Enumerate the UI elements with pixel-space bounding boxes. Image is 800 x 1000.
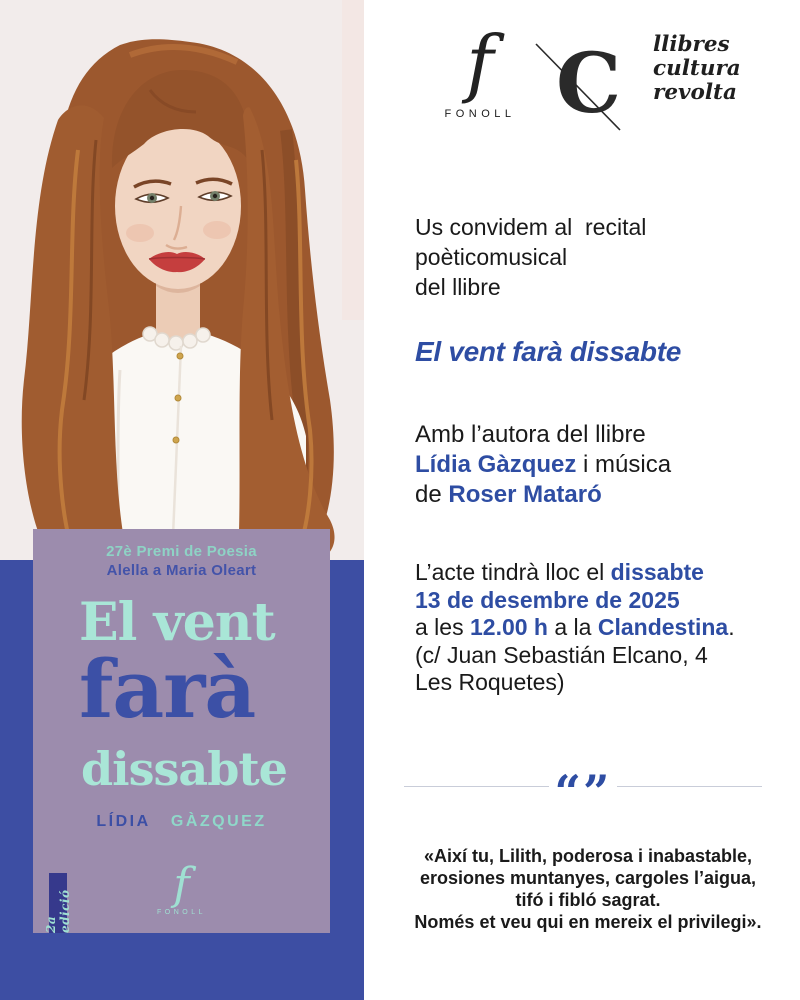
cover-author-last: GÀZQUEZ [170, 813, 267, 830]
llibres-cultura-revolta-wordmark: llibres cultura revolta [653, 32, 741, 105]
author-photo [0, 0, 364, 560]
pull-quote: «Així tu, Lilith, poderosa i inabastable, erosiones muntanyes, cargoles l’aigua, tifó i fibló sagrat. Només et veu qui en mereix el privilegi». [414, 846, 762, 932]
cover-publisher-f-icon: f [173, 859, 190, 910]
cover-award-line2: Alella a Maria Oleart [106, 562, 257, 579]
cover-author-name [33, 813, 330, 831]
divider-line-right [617, 786, 762, 787]
svg-text:C: C [556, 36, 622, 132]
cover-award-text [33, 542, 330, 580]
event-info: L’acte tindrà lloc el dissabte 13 de desembre de 2025 a les 12.00 h a la Clandestina. (c/ Juan Sebastián Elcano, 4 Les Roquetes) [415, 559, 735, 695]
clandestina-logo [528, 34, 630, 136]
fonoll-f-icon: f [466, 20, 494, 106]
cover-publisher-name: FONOLL [156, 909, 206, 916]
cover-award-line1: 27è Premi de Poesia [106, 543, 257, 560]
edition-tab-label: 2a edició [44, 889, 72, 933]
cover-author-first: LÍDIA [96, 813, 151, 830]
author-info: Amb l’autora del llibre Lídia Gàzquez i música de Roser Mataró [415, 421, 672, 508]
book-title-heading: El vent farà dissabte [415, 336, 682, 367]
author-portrait-illustration [0, 0, 364, 560]
cover-title-line3: dissabte [81, 742, 287, 796]
book-cover [33, 529, 330, 933]
invite-intro: Us convidem al recital poèticomusical del llibre [415, 214, 653, 300]
cover-title-line1: El vent [79, 592, 275, 653]
quote-divider [404, 764, 762, 819]
edition-tab [44, 873, 72, 933]
cover-title-line2: farà [79, 642, 256, 736]
quotation-marks-icon: “” [554, 765, 612, 819]
fonoll-wordmark: FONOLL [444, 108, 516, 120]
clandestina-c-icon [528, 34, 630, 136]
divider-line-left [404, 786, 549, 787]
